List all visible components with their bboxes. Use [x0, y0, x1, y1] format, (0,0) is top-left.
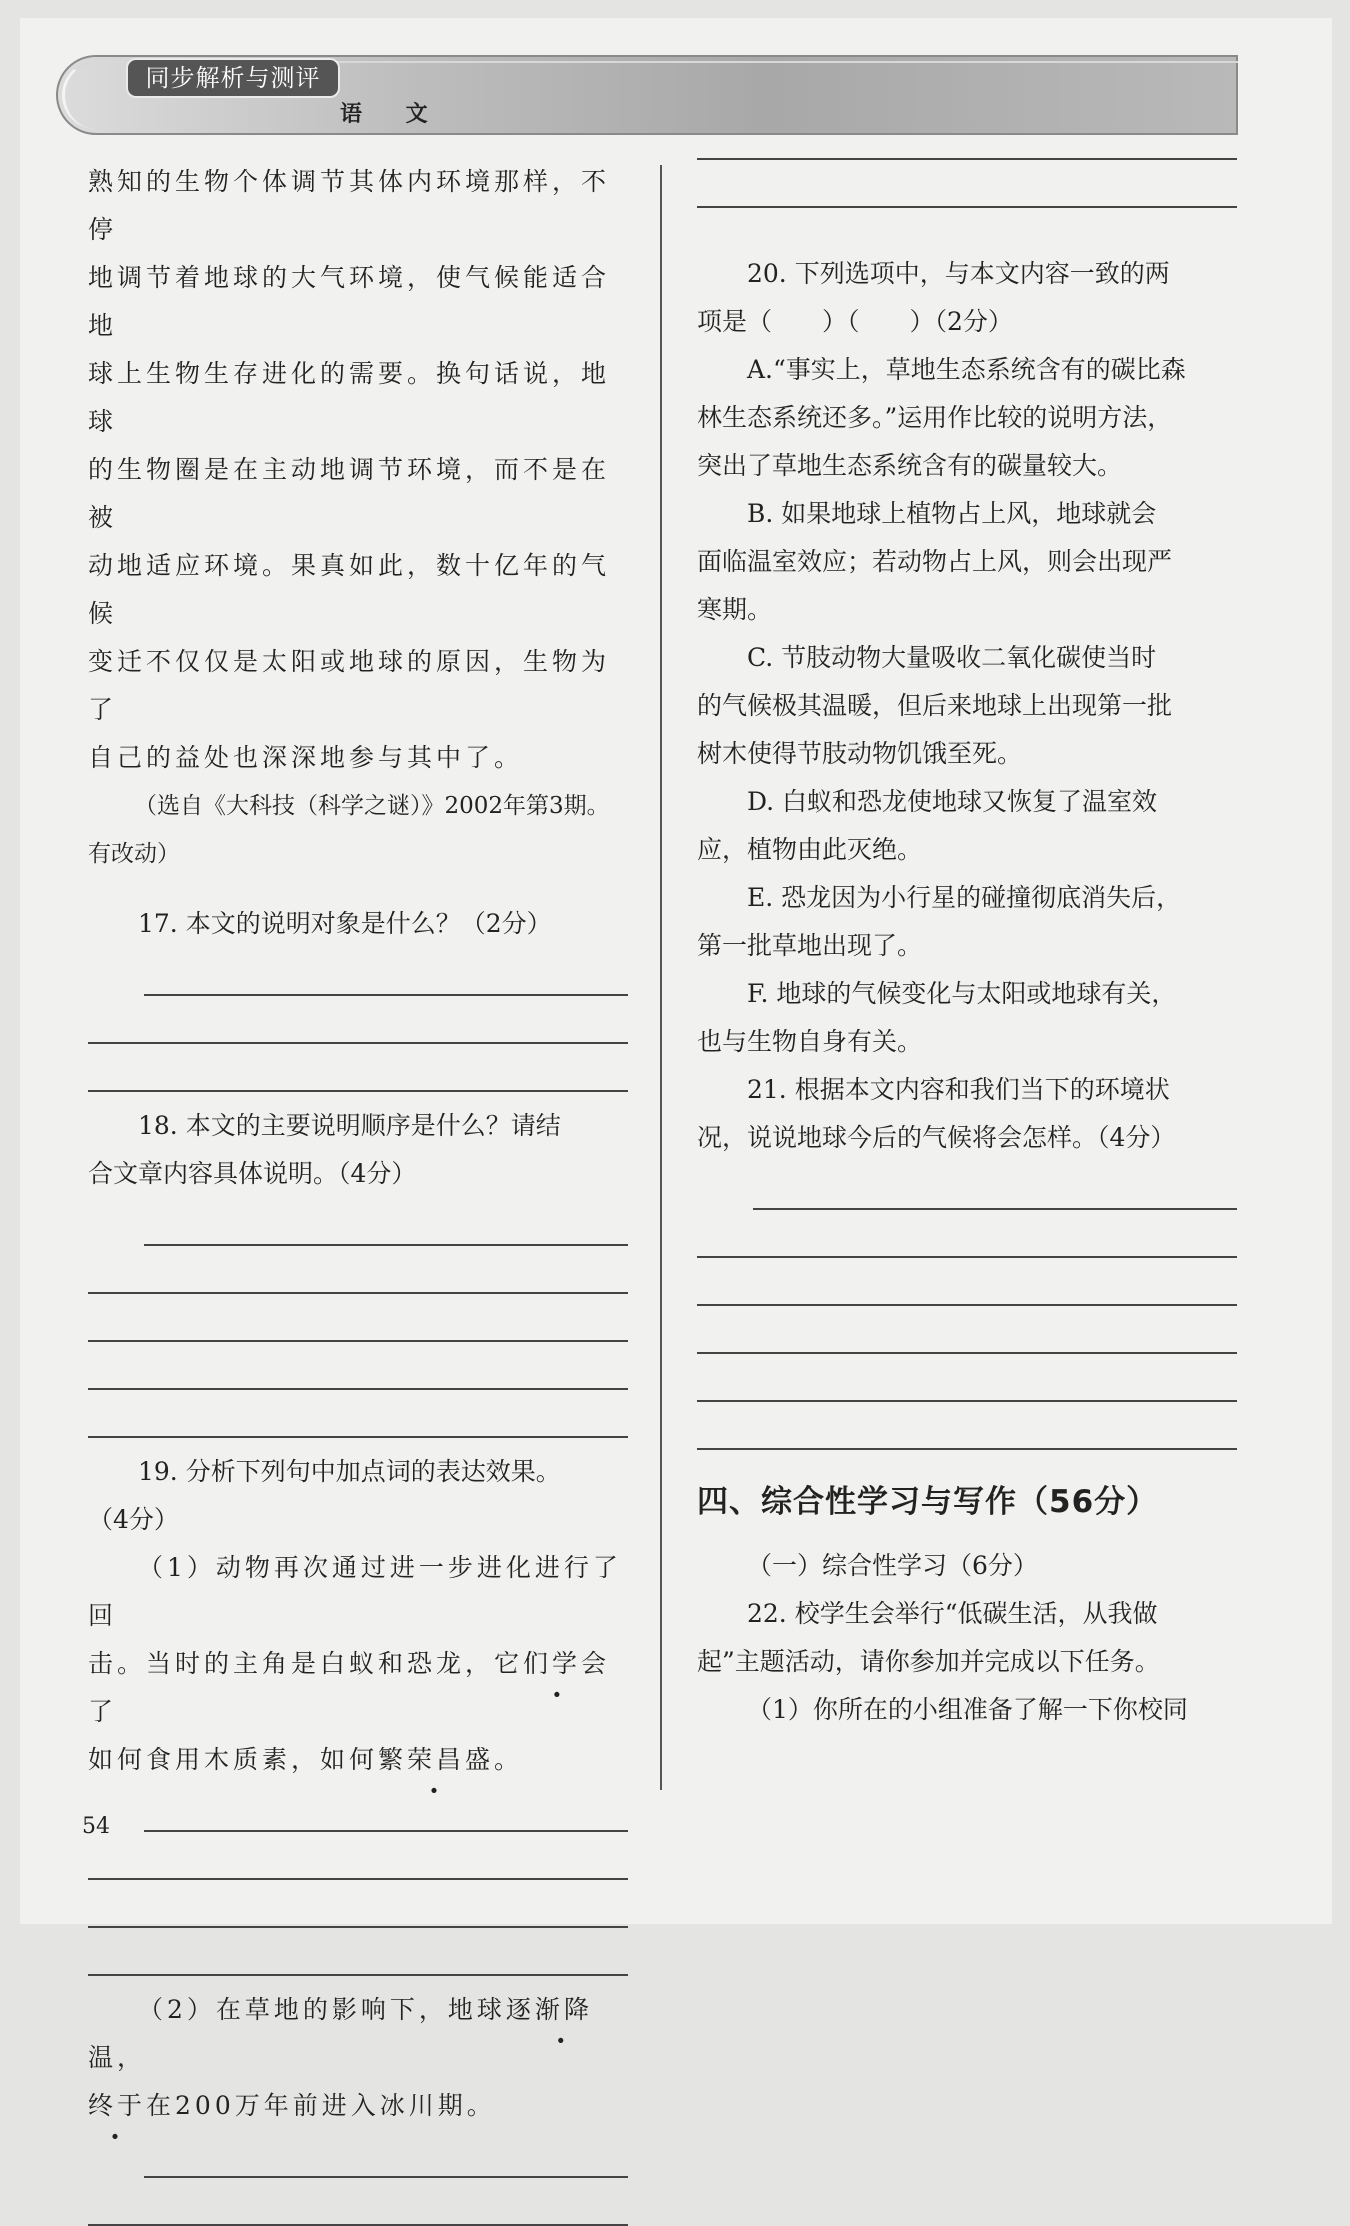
option-b-cont: 面临温室效应；若动物占上风，则会出现严 [697, 547, 1173, 576]
answer-line[interactable] [697, 150, 1237, 160]
series-title: 同步解析与测评 [128, 60, 338, 96]
answer-line[interactable] [697, 160, 1237, 208]
question-20-cont: 项是（ ）（ ）（2分） [697, 307, 1013, 336]
answer-line[interactable] [88, 2178, 628, 2226]
right-column [697, 250, 1237, 1734]
q19-sentence-1-cont: 击。当时的主角是白蚁和恐龙，它们学会了 · [88, 1640, 628, 1736]
answer-line[interactable] [753, 1162, 1237, 1210]
question-18-cont: 合文章内容具体说明。（4分） [88, 1159, 417, 1188]
question-22: 22. 校学生会举行“低碳生活，从我做 [747, 1599, 1158, 1628]
question-20: 20. 下列选项中，与本文内容一致的两 [747, 259, 1170, 288]
option-b: B. 如果地球上植物占上风，地球就会 [747, 499, 1157, 528]
answer-line[interactable] [697, 1210, 1237, 1258]
passage-line: 的生物圈是在主动地调节环境，而不是在被 [88, 455, 611, 532]
q19-sentence-2: （2）在草地的影响下，地球逐渐降温， [88, 1995, 593, 2072]
q19-sentence-2-cont: 终于在200万年前进入冰川期。 [88, 2091, 496, 2120]
option-f: F. 地球的气候变化与太阳或地球有关， [747, 979, 1177, 1008]
option-e-cont: 第一批草地出现了。 [697, 931, 923, 960]
answer-line[interactable] [88, 1880, 628, 1928]
section-heading: 四、综合性学习与写作（56分） [697, 1484, 1159, 1520]
passage-line: 变迁不仅仅是太阳或地球的原因，生物为了 [88, 647, 611, 724]
option-e: E. 恐龙因为小行星的碰撞彻底消失后， [747, 883, 1182, 912]
option-a-cont: 突出了草地生态系统含有的碳量较大。 [697, 451, 1123, 480]
option-a: A.“事实上，草地生态系统含有的碳比森 [747, 355, 1186, 384]
passage-excerpt [88, 158, 628, 782]
passage-line: 动地适应环境。果真如此，数十亿年的气候 [88, 551, 611, 628]
answer-line[interactable] [88, 1246, 628, 1294]
question-18: 18. 本文的主要说明顺序是什么？请结 [138, 1111, 561, 1140]
source-citation: （选自《大科技（科学之谜）》2002年第3期。 [134, 793, 610, 819]
passage-line: 自己的益处也深深地参与其中了。 [88, 743, 524, 772]
dotted-word: 学会了 · [88, 1649, 610, 1726]
q19-sentence-1: （1）动物再次通过进一步进化进行了回 [88, 1553, 622, 1630]
option-d: D. 白蚁和恐龙使地球又恢复了温室效 [747, 787, 1158, 816]
answer-line[interactable] [144, 948, 628, 996]
q19-sentence-1-cont: 如何食用木质素，如何繁荣昌盛。 [88, 1745, 524, 1774]
page-number: 54 [82, 1814, 110, 1839]
answer-line[interactable] [697, 1258, 1237, 1306]
option-a-cont: 林生态系统还多。”运用作比较的说明方法， [697, 403, 1173, 432]
subject-label: 语 文 [340, 102, 446, 127]
question-19-cont: （4分） [88, 1505, 179, 1534]
source-citation-cont: 有改动） [88, 841, 180, 867]
question-21: 21. 根据本文内容和我们当下的环境状 [747, 1075, 1170, 1104]
subsection-heading: （一）综合性学习（6分） [747, 1551, 1038, 1580]
answer-line[interactable] [697, 1306, 1237, 1354]
answer-line[interactable] [88, 1832, 628, 1880]
answer-line[interactable] [697, 1402, 1237, 1450]
option-f-cont: 也与生物自身有关。 [697, 1027, 923, 1056]
passage-line: 球上生物生存进化的需要。换句话说，地球 [88, 359, 611, 436]
option-c: C. 节肢动物大量吸收二氧化碳使当时 [747, 643, 1157, 672]
answer-lines-continued [697, 150, 1237, 208]
left-column [88, 158, 628, 2226]
option-b-cont: 寒期。 [697, 595, 773, 624]
option-c-cont: 的气候极其温暖，但后来地球上出现第一批 [697, 691, 1173, 720]
passage-line: 熟知的生物个体调节其体内环境那样，不停 [88, 167, 611, 244]
dotted-word: 终于 [88, 2091, 147, 2120]
question-22-task-1: （1）你所在的小组准备了解一下你校同 [747, 1695, 1188, 1724]
answer-line[interactable] [88, 996, 628, 1044]
answer-line[interactable] [88, 1044, 628, 1092]
answer-line[interactable] [88, 1342, 628, 1390]
dotted-word: 逐渐 [505, 1995, 564, 2024]
question-19: 19. 分析下列句中加点词的表达效果。 [138, 1457, 561, 1486]
question-22-cont: 起”主题活动，请你参加并完成以下任务。 [697, 1647, 1160, 1676]
answer-line[interactable] [144, 1198, 628, 1246]
option-c-cont: 树木使得节肢动物饥饿至死。 [697, 739, 1023, 768]
passage-line: 地调节着地球的大气环境，使气候能适合地 [88, 263, 611, 340]
question-21-cont: 况，说说地球今后的气候将会怎样。（4分） [697, 1123, 1176, 1152]
question-17: 17. 本文的说明对象是什么？（2分） [138, 909, 552, 938]
answer-line[interactable] [88, 1390, 628, 1438]
option-d-cont: 应，植物由此灭绝。 [697, 835, 923, 864]
answer-line[interactable] [88, 1928, 628, 1976]
dotted-word: 繁荣昌盛 [378, 1745, 495, 1774]
answer-line[interactable] [88, 1294, 628, 1342]
column-divider [660, 165, 662, 1790]
answer-line[interactable] [697, 1354, 1237, 1402]
answer-line[interactable] [144, 2130, 628, 2178]
